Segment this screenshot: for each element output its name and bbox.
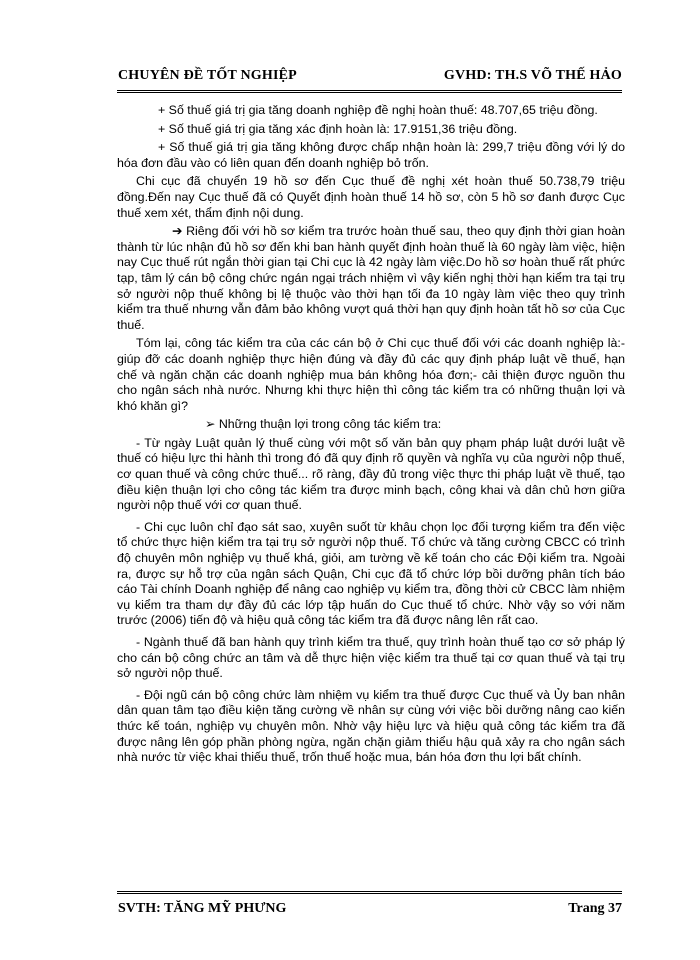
- list-item-tax-law: - Từ ngày Luật quản lý thuế cùng với một số văn bản quy phạm pháp luật dưới luật về thuế có hiệu lực thi hành thì trong đó đã quy định rõ quyền và nghĩa vụ của người nộp thuế, cơ quan thuế và công chức thuế... rõ ràng, đầy đủ trong việc thực thi pháp luật về thuế, tạo điều kiện thuận lợi cho công tác kiểm tra được minh bạch, công khai và dân chủ hơn giữa người nộp thuế với cơ quan thuế.: [117, 435, 625, 513]
- paragraph-vat-rejected: + Số thuế giá trị gia tăng không được chấp nhận hoàn là: 299,7 triệu đồng với lý do hóa đơn đầu vào có liên quan đến doanh nghiệp bỏ trốn.: [117, 140, 625, 170]
- paragraph-summary: Tóm lại, công tác kiểm tra của các cán bộ ở Chi cục thuế đối với các doanh nghiệp là:- giúp đỡ các doanh nghiệp thực hiện đúng và đầy đủ các quy định pháp luật về thuế, hạn chế và ngăn chặn các doanh nghiệp mua bán không hóa đơn;- cải thiện được nguồn thu cho ngân sách nhà nước. Nhưng khi thực hiện thì công tác kiểm tra có những thuận lợi và khó khăn gì?: [117, 336, 625, 413]
- section-heading-advantages: ➢ Những thuận lợi trong công tác kiểm tra:: [205, 417, 442, 432]
- list-item-staff: - Đội ngũ cán bộ công chức làm nhiệm vụ kiểm tra thuế được Cục thuế và Ủy ban nhân dân quan tâm tạo điều kiện tăng cường về nhân sự cùng với việc bồi dưỡng nâng cao kiến thức kế toán, nghiệp vụ chuyên môn. Nhờ vậy hiệu lực và hiệu quả công tác kiểm tra đã được nâng lên góp phần phòng ngừa, ngăn chặn giảm thiểu hậu quả xảy ra cho ngân sách nhà nước từ việc khai thiếu thuế, trốn thuế hoặc mua, bán hóa đơn thu lợi bất chính.: [117, 687, 625, 765]
- page-header: [117, 68, 622, 93]
- header-title: CHUYÊN ĐỀ TỐT NGHIỆP: [118, 68, 297, 83]
- list-item-procedures: - Ngành thuế đã ban hành quy trình kiểm tra thuế, quy trình hoàn thuế tạo cơ sở pháp lý cho cán bộ công chức an tâm và dễ thực hiện việc kiểm tra thuế tại cơ quan thuế và tại trụ sở người nộp thuế.: [117, 635, 625, 681]
- document-body: [117, 103, 625, 769]
- footer-student: SVTH: TĂNG MỸ PHƯNG: [118, 901, 287, 916]
- paragraph-vat-determined: + Số thuế giá trị gia tăng xác định hoàn là: 17.9151,36 triệu đồng.: [158, 121, 518, 136]
- page-number: Trang 37: [568, 901, 622, 916]
- paragraph-transfer-records: Chi cục đã chuyển 19 hồ sơ đến Cục thuế đề nghị xét hoàn thuế 50.738,79 triệu đồng.Đến nay Cục thuế đã có Quyết định hoàn thuế 14 hồ sơ, còn 5 hồ sơ đanh được Cục thuế xem xét, thẩm định nội dung.: [117, 174, 625, 220]
- paragraph-pre-audit: ➔ Riêng đối với hồ sơ kiểm tra trước hoàn thuế sau, theo quy định thời gian hoàn thành từ lúc nhận đủ hồ sơ đến khi ban hành quyết định hoàn thuế là 60 ngày làm việc, hiện nay Cục thuế rút ngắn thời gian tại Chi cục là 42 ngày làm việc.Do hồ sơ hoàn thuế rất phức tạp, tâm lý cán bộ công chức ngán ngại trách nhiệm vì vậy kiến nghị thời hạn kiểm tra tại trụ sở người nộp thuế không bị lệ thuộc vào thời hạn tối đa 10 ngày làm việc theo quy trình kiểm tra thuế nhưng vẫn đảm bảo không vượt quá thời hạn quy định hoàn tất hồ sơ của Cục thuế.: [117, 224, 625, 332]
- paragraph-vat-requested: + Số thuế giá trị gia tăng doanh nghiệp đề nghị hoàn thuế: 48.707,65 triệu đồng.: [158, 103, 598, 117]
- header-advisor: GVHD: TH.S VÕ THẾ HẢO: [443, 68, 622, 83]
- page-footer: [117, 891, 622, 920]
- list-item-direction: - Chi cục luôn chỉ đạo sát sao, xuyên suốt từ khâu chọn lọc đối tượng kiểm tra đến việc tổ chức thực hiện kiểm tra tại trụ sở người nộp thuế. Tổ chức và tăng cường CBCC có trình độ chuyên môn nghiệp vụ thuế khá, giỏi, am tường về kế toán cho các Đội kiểm tra. Ngoài ra, được sự hỗ trợ của ngân sách Quận, Chi cục đã tổ chức lớp bồi dưỡng phân tích báo cáo Tài chính Doanh nghiệp để nâng cao nghiệp vụ kiểm tra, đồng thời cử CBCC làm nhiệm vụ kiểm tra tham dự đầy đủ các lớp tập huấn do Cục thuế tổ chức. Nhờ vậy so với năm trước (2006) tiến độ và hiệu quả công tác kiểm tra đã được nâng lên rất cao.: [117, 519, 625, 628]
